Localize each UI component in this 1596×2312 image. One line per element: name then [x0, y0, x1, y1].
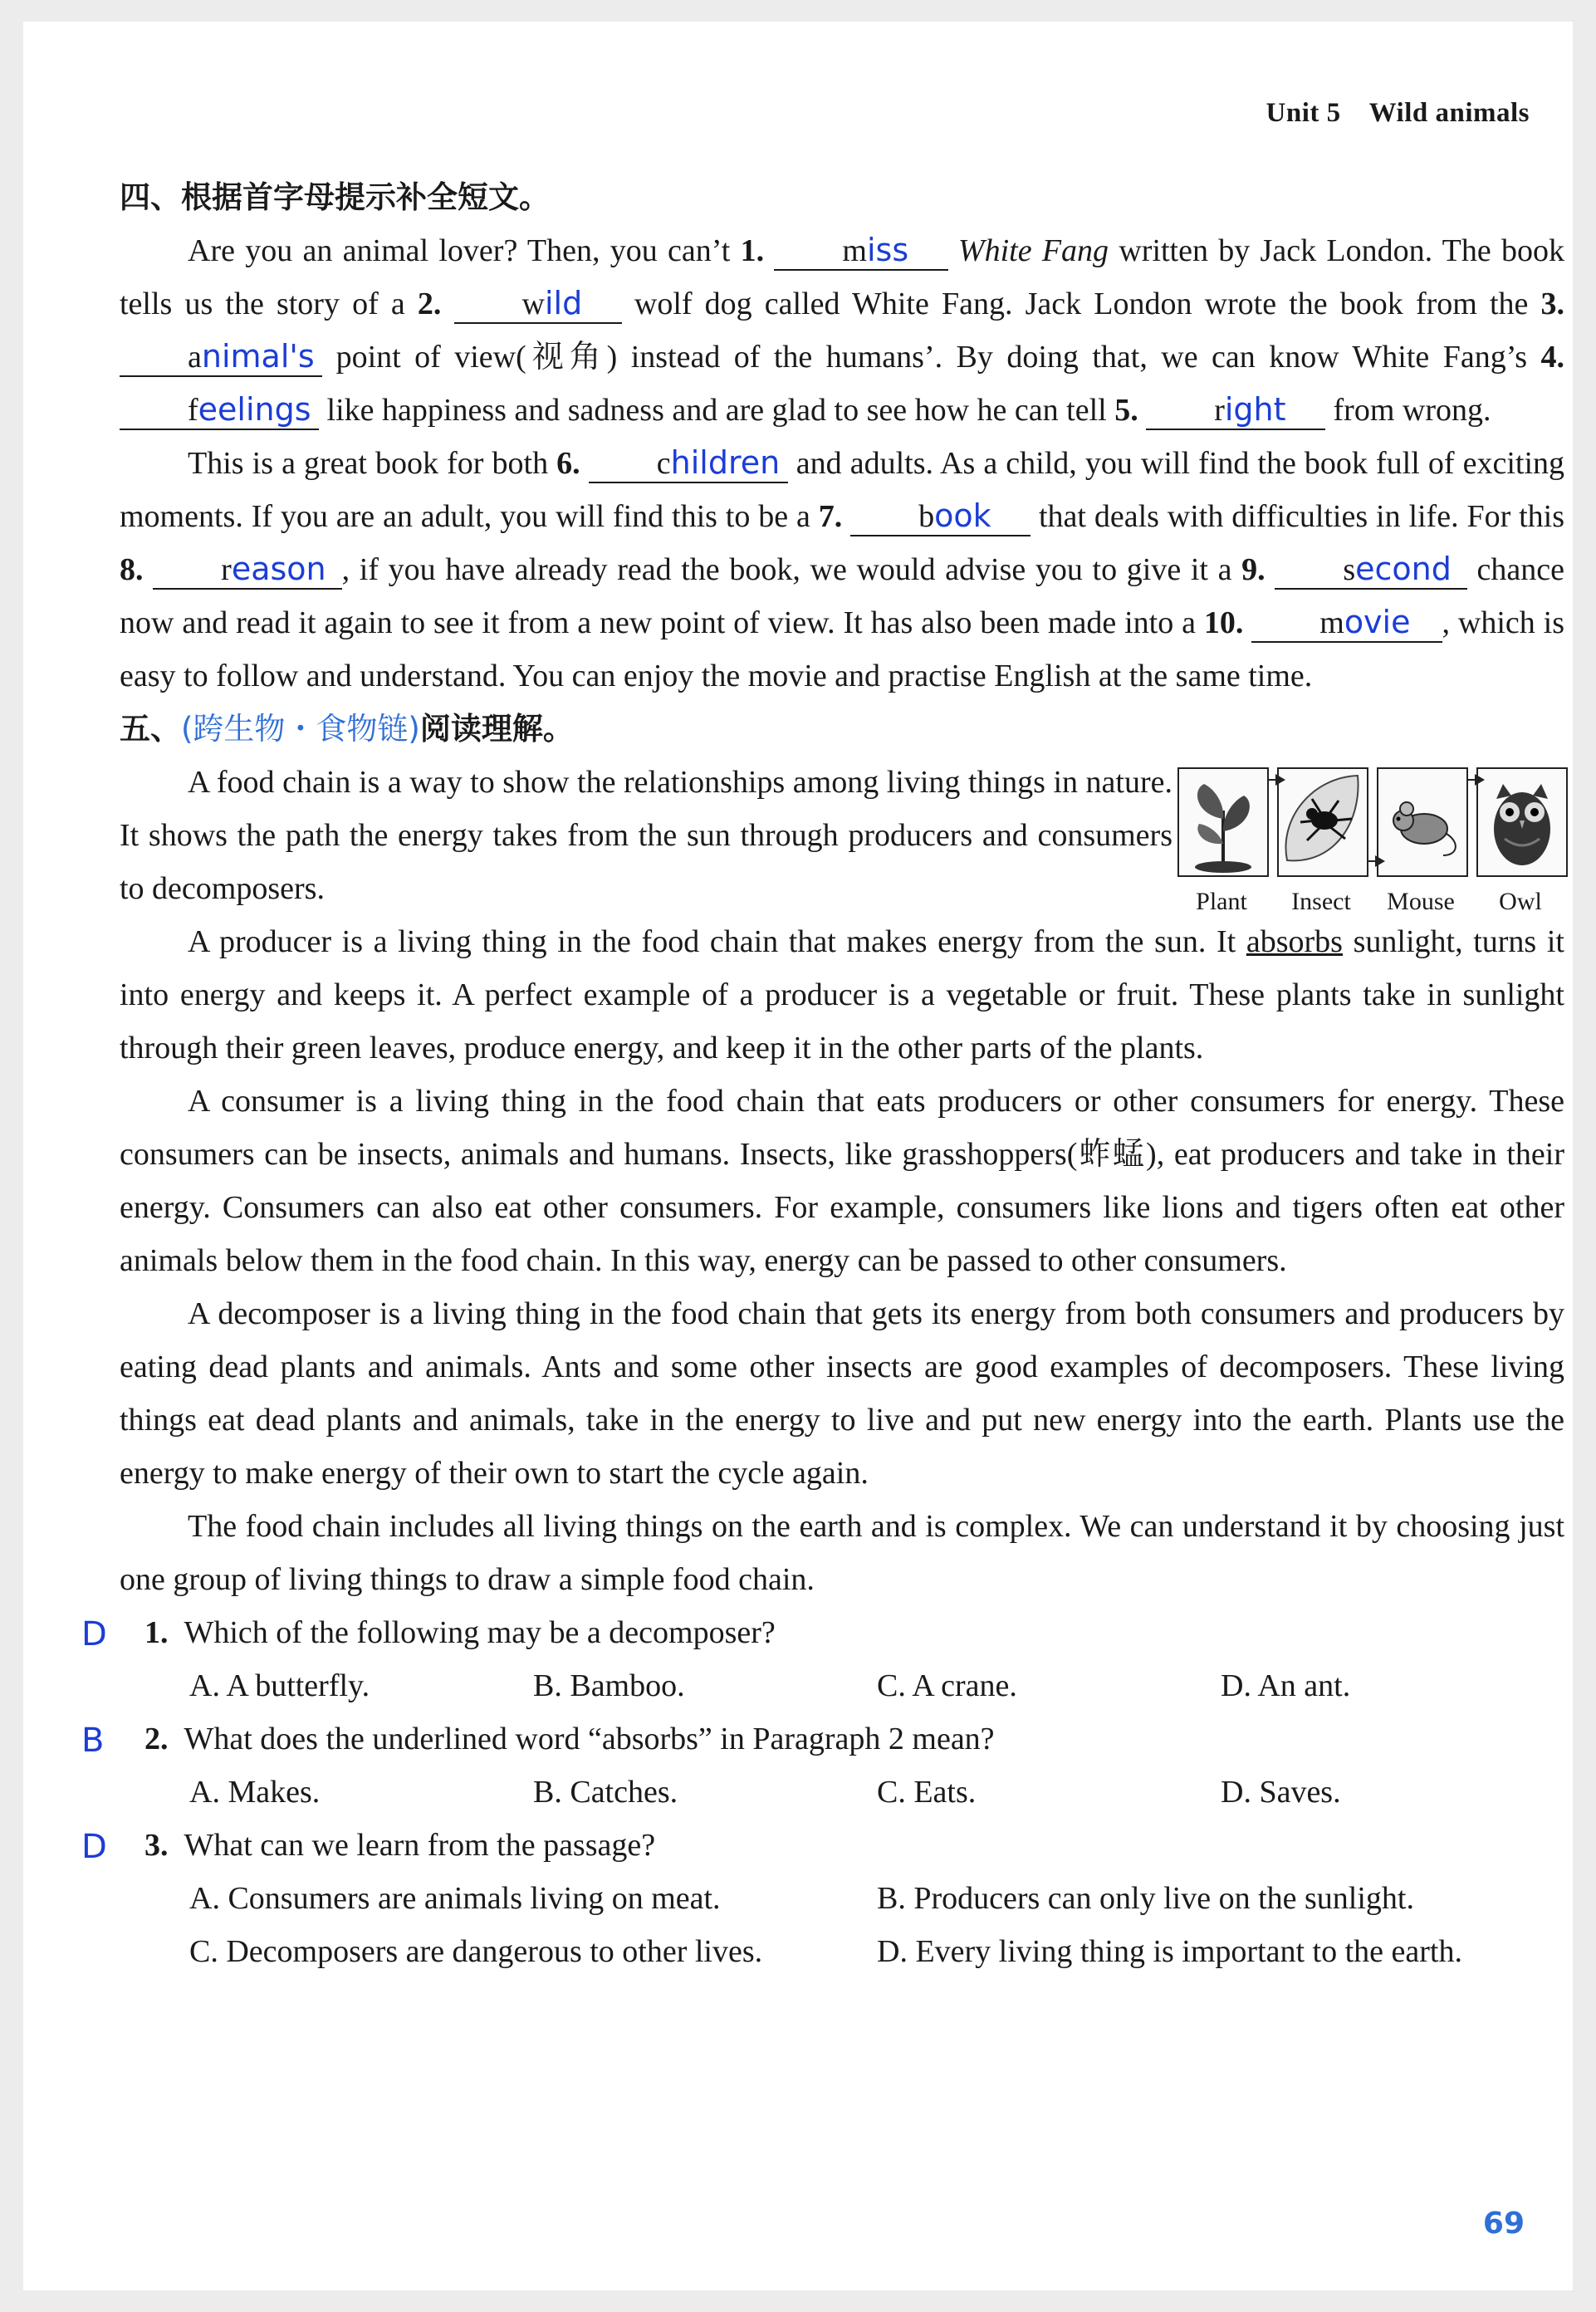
answer-6: hildren — [670, 444, 781, 481]
label-plant: Plant — [1196, 888, 1247, 915]
option[interactable]: D. An ant. — [1221, 1668, 1351, 1703]
blank-8[interactable]: reason — [153, 551, 341, 590]
page-number: 69 — [1482, 2207, 1525, 2241]
option[interactable]: A. Consumers are animals living on meat. — [189, 1881, 721, 1916]
answer-5: ight — [1224, 391, 1286, 428]
options-2 — [120, 1766, 1564, 1819]
workbook-page — [23, 22, 1573, 2290]
blank-9[interactable]: second — [1275, 551, 1467, 590]
blank-1[interactable]: miss — [774, 232, 947, 271]
blank-6[interactable]: children — [589, 444, 788, 483]
question-text: What does the underlined word “absorbs” in Paragraph 2 mean? — [184, 1722, 995, 1756]
answer-4: eelings — [198, 391, 311, 428]
answer-2: ild — [544, 285, 583, 321]
options-3a — [120, 1872, 1564, 1925]
option[interactable]: B. Producers can only live on the sunlight. — [877, 1881, 1414, 1916]
arrow-icon — [1267, 779, 1284, 781]
food-chain-diagram — [1177, 767, 1564, 915]
answer-9: econd — [1355, 551, 1452, 587]
content — [81, 171, 1565, 1978]
question-text: Which of the following may be a decomposer? — [184, 1615, 776, 1650]
question-2: B 2. What does the underlined word “absorbs” in Paragraph 2 mean? — [120, 1712, 1564, 1766]
question-3: D 3. What can we learn from the passage? — [120, 1819, 1564, 1872]
passage-paragraph-4: A decomposer is a living thing in the food chain that gets its energy from both consumers and producers by eating dead plants and animals. Ants and some other insects are good examples of decomposers. These living things eat dead plants and animals, take in the energy to live and put new energy into the earth. Plants use the energy to make energy of their own to start the cycle again. — [120, 1296, 1564, 1491]
options-1 — [120, 1659, 1564, 1712]
option[interactable]: D. Saves. — [1221, 1775, 1341, 1810]
insect-picture — [1277, 767, 1368, 877]
option[interactable]: C. Decomposers are dangerous to other lives. — [189, 1934, 763, 1969]
option[interactable]: C. Eats. — [877, 1775, 977, 1810]
underlined-word: absorbs — [1246, 924, 1343, 959]
label-owl: Owl — [1499, 888, 1542, 915]
answer-mark: D — [81, 1828, 107, 1866]
answer-10: ovie — [1344, 604, 1411, 640]
arrow-icon — [1466, 779, 1483, 781]
blank-4[interactable]: feelings — [120, 391, 319, 430]
cloze-paragraph-2: This is a great book for both 6. children and adults. As a child, you will find the book full of exciting moments. If you are an adult, you will find this to be a 7. book that deals with difficulties in life. For this 8. reason , if you have already read the book, we would advise you to give it a 9. second chance now and read it again to see it from a new point of view. It has also been made into a 10. movie , which is easy to follow and understand. You can enjoy the movie and practise English at the same time. — [120, 444, 1565, 693]
blank-2[interactable]: wild — [454, 285, 622, 324]
answer-7: ook — [934, 497, 991, 534]
unit-label: Unit 5 — [1266, 98, 1341, 128]
passage-paragraph-3: A consumer is a living thing in the food chain that eats producers or other consumers for energy. These consumers can be insects, animals and humans. Insects, like grasshoppers(蚱蜢), eat producers and take in their energy. Consumers can also eat other consumers. For example, consumers like lions and tigers often eat other animals below them in the food chain. In this way, energy can be passed to other consumers. — [120, 1084, 1564, 1278]
section4-title: 四、根据首字母提示补全短文。 — [120, 179, 550, 215]
passage-paragraph-1: A food chain is a way to show the relationships among living things in nature. It shows the path the energy takes from the sun through producers and consumers to decomposers. — [120, 765, 1173, 906]
options-3b — [120, 1925, 1564, 1978]
unit-title: Wild animals — [1368, 98, 1530, 128]
label-insect: Insect — [1291, 888, 1351, 915]
passage-paragraph-5: The food chain includes all living things on the earth and is complex. We can understand it by choosing just one group of living things to draw a simple food chain. — [120, 1509, 1564, 1597]
blank-7[interactable]: book — [850, 497, 1031, 536]
blank-10[interactable]: movie — [1251, 604, 1442, 643]
option[interactable]: D. Every living thing is important to the earth. — [877, 1934, 1462, 1969]
plant-picture — [1177, 767, 1269, 877]
arrow-icon — [1367, 860, 1383, 862]
page-header — [1266, 98, 1530, 129]
cross-subject-tag: (跨生物・食物链) — [181, 711, 420, 747]
passage-paragraph-2: A producer is a living thing in the food chain that makes energy from the sun. It absorbs sunlight, turns it into energy and keeps it. A perfect example of a producer is a vegetable or fruit. These plants take in sunlight through their green leaves, produce energy, and keep it in the other parts of the plants. — [120, 924, 1564, 1065]
option[interactable]: B. Catches. — [533, 1775, 678, 1810]
answer-8: eason — [231, 551, 326, 587]
mouse-picture — [1377, 767, 1468, 877]
option[interactable]: A. Makes. — [189, 1775, 321, 1810]
question-text: What can we learn from the passage? — [184, 1828, 656, 1863]
blank-3[interactable]: animal's — [120, 338, 322, 377]
option[interactable]: B. Bamboo. — [533, 1668, 685, 1703]
food-chain-block — [120, 756, 1564, 915]
answer-mark: D — [81, 1615, 107, 1653]
answer-3: nimal's — [201, 338, 315, 375]
answer-mark: B — [81, 1722, 105, 1760]
option[interactable]: A. A butterfly. — [189, 1668, 370, 1703]
label-mouse: Mouse — [1387, 888, 1455, 915]
blank-5[interactable]: right — [1146, 391, 1325, 430]
option[interactable]: C. A crane. — [877, 1668, 1017, 1703]
answer-1: iss — [866, 232, 909, 268]
question-1: D 1. Which of the following may be a decomposer? — [120, 1606, 1564, 1659]
section5-title: 五、(跨生物・食物链)阅读理解。 — [120, 711, 574, 747]
book-title: White Fang — [957, 233, 1109, 268]
cloze-paragraph-1: Are you an animal lover? Then, you can’t 1. miss White Fang written by Jack London. The book tells us the story of a 2. wild wolf dog called White Fang. Jack London wrote the book from the 3. animal's point of view(视角) instead of the humans’. By doing that, we can know White Fang’s 4. feelings like happiness and sadness and are glad to see how he can tell 5. right from wrong. — [120, 224, 1564, 437]
owl-picture — [1476, 767, 1568, 877]
